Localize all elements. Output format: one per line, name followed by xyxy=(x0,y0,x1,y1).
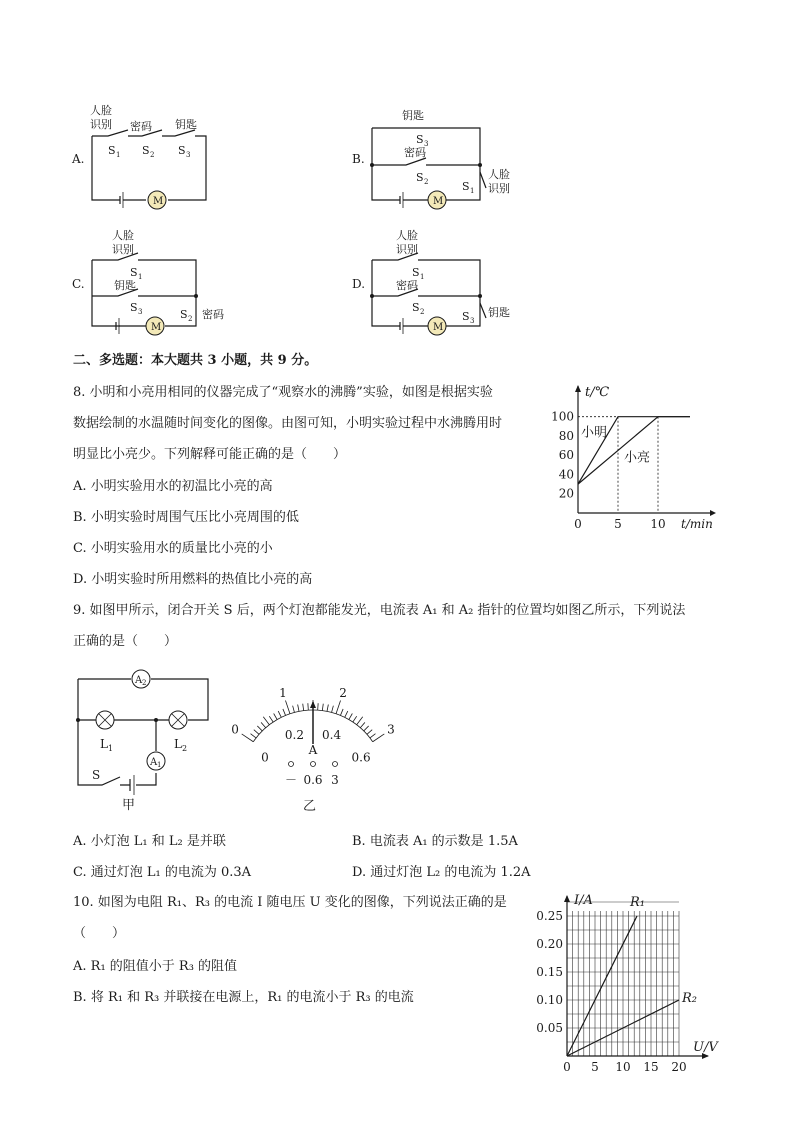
svg-text:3: 3 xyxy=(186,151,191,159)
section-heading: 二、多选题：本大题共 3 小题，共 9 分。 xyxy=(73,353,318,368)
svg-text:钥匙: 钥匙 xyxy=(175,118,197,131)
svg-text:S: S xyxy=(130,266,138,279)
scale-bottom-label: 0 xyxy=(261,750,269,765)
svg-text:S: S xyxy=(92,768,101,782)
x-tick-label: 15 xyxy=(643,1060,659,1074)
option-a-label: A. xyxy=(72,152,85,166)
dial-tick xyxy=(340,709,343,715)
svg-text:1: 1 xyxy=(116,151,121,159)
svg-text:密码: 密码 xyxy=(130,120,152,133)
circuit-c xyxy=(72,228,224,335)
q8-option-a: A. 小明实验用水的初温比小亮的高 xyxy=(73,479,273,494)
svg-text:人脸: 人脸 xyxy=(90,104,112,117)
dial-tick xyxy=(263,717,269,725)
dial-tick xyxy=(327,705,328,712)
terminal xyxy=(289,762,294,767)
circuit-b xyxy=(352,108,510,209)
x-tick-label: 0 xyxy=(563,1060,571,1074)
dial-tick xyxy=(257,726,262,731)
circuit-d xyxy=(352,228,510,335)
x-axis-label: t/min xyxy=(681,517,713,531)
dial-tick xyxy=(298,705,299,712)
scale-top-label: 2 xyxy=(339,685,347,700)
q10-option-b: B. 将 R₁ 和 R₃ 并联接在电源上，R₁ 的电流小于 R₃ 的电流 xyxy=(73,990,414,1005)
q9-option-a: A. 小灯泡 L₁ 和 L₂ 是并联 xyxy=(73,834,226,849)
svg-text:密码: 密码 xyxy=(202,308,224,321)
svg-text:1: 1 xyxy=(108,744,114,753)
series-label: R₂ xyxy=(682,991,697,1006)
dial-tick xyxy=(353,716,357,722)
svg-text:S: S xyxy=(142,144,150,157)
svg-text:M: M xyxy=(433,196,444,207)
x-tick-label: 10 xyxy=(650,517,666,531)
q8-line-3: 明显比小亮少。下列解释可能正确的是（ ） xyxy=(73,447,347,462)
svg-text:S: S xyxy=(462,180,470,193)
series-label: 小亮 xyxy=(624,450,651,466)
x-axis-arrow xyxy=(710,510,716,516)
q8-option-c: C. 小明实验用水的质量比小亮的小 xyxy=(73,541,273,556)
y-tick-label: 0.25 xyxy=(536,909,563,923)
svg-text:1: 1 xyxy=(157,761,162,769)
y-tick-label: 100 xyxy=(551,409,574,424)
terminal-label: 3 xyxy=(331,773,339,787)
y-axis-label: t/℃ xyxy=(585,385,610,400)
x-axis-label: U/V xyxy=(693,1040,718,1055)
svg-text:S: S xyxy=(178,144,186,157)
svg-text:钥匙: 钥匙 xyxy=(114,279,136,292)
x-tick-label: 20 xyxy=(671,1060,687,1074)
needle-tip xyxy=(310,701,316,708)
q9-circuit-jia xyxy=(70,665,220,815)
svg-text:人脸: 人脸 xyxy=(112,229,134,242)
scale-bottom-label: 0.4 xyxy=(322,728,342,743)
dial-tick xyxy=(293,706,295,713)
svg-text:钥匙: 钥匙 xyxy=(488,306,510,319)
svg-text:人脸: 人脸 xyxy=(488,168,510,181)
svg-text:1: 1 xyxy=(138,273,143,281)
svg-text:S: S xyxy=(416,133,424,146)
svg-text:人脸: 人脸 xyxy=(396,229,418,242)
q8-option-d: D. 小明实验时所用燃料的热值比小亮的高 xyxy=(73,572,313,587)
svg-text:2: 2 xyxy=(188,315,193,323)
dial-tick xyxy=(251,734,257,738)
q7-circuits xyxy=(60,100,540,345)
svg-text:识别: 识别 xyxy=(396,243,418,256)
svg-text:2: 2 xyxy=(142,679,147,687)
svg-text:M: M xyxy=(433,322,444,333)
q9-option-c: C. 通过灯泡 L₁ 的电流为 0.3A xyxy=(73,865,252,880)
series-label: R₁ xyxy=(630,895,645,910)
y-tick-label: 40 xyxy=(558,467,574,482)
dial-tick xyxy=(349,713,352,719)
circuit-a xyxy=(71,103,206,209)
option-c-label: C. xyxy=(72,277,85,291)
svg-text:2: 2 xyxy=(182,744,188,753)
x-tick-label: 0 xyxy=(574,517,582,531)
dial-tick xyxy=(357,717,363,725)
svg-text:识别: 识别 xyxy=(112,243,134,256)
svg-text:A: A xyxy=(135,675,143,686)
motor-a: M xyxy=(153,196,164,207)
scale-bottom-label: 0.2 xyxy=(284,728,304,743)
dial-tick xyxy=(242,734,254,742)
svg-text:S: S xyxy=(412,301,420,314)
dial-tick xyxy=(303,704,304,711)
dial-tick xyxy=(367,730,372,735)
svg-text:S: S xyxy=(412,266,420,279)
svg-text:2: 2 xyxy=(150,151,155,159)
dial-tick xyxy=(278,711,281,717)
dial-tick xyxy=(283,709,286,715)
svg-text:2: 2 xyxy=(424,178,429,186)
y-tick-label: 0.15 xyxy=(536,965,563,979)
q9-line-1: 9. 如图甲所示，闭合开关 S 后，两个灯泡都能发光，电流表 A₁ 和 A₂ 指针的位置均如图乙所示，下列说法 xyxy=(73,603,686,618)
dial-tick xyxy=(274,713,277,719)
current-voltage-chart xyxy=(528,888,728,1076)
caption-yi: 乙 xyxy=(303,799,317,814)
option-d-label: D. xyxy=(352,277,366,291)
q8-line-1: 8. 小明和小亮用相同的仪器完成了“观察水的沸腾”实验，如图是根据实验 xyxy=(73,385,493,400)
y-tick-label: 20 xyxy=(558,486,574,501)
q9-option-d: D. 通过灯泡 L₂ 的电流为 1.2A xyxy=(352,865,531,880)
dial-tick xyxy=(322,704,323,711)
y-tick-label: 60 xyxy=(558,448,574,463)
svg-text:1: 1 xyxy=(420,273,425,281)
svg-text:钥匙: 钥匙 xyxy=(402,109,424,122)
q10-option-a: A. R₁ 的阻值小于 R₃ 的阻值 xyxy=(73,959,238,974)
terminal xyxy=(311,762,316,767)
dial-tick xyxy=(332,706,334,713)
svg-text:识别: 识别 xyxy=(90,118,112,131)
x-tick-label: 5 xyxy=(614,517,622,531)
q8-option-b: B. 小明实验时周围气压比小亮周围的低 xyxy=(73,510,299,525)
y-tick-label: 0.10 xyxy=(536,993,563,1007)
y-axis-label: I/A xyxy=(574,893,593,908)
dial-tick xyxy=(345,711,348,717)
dial-tick xyxy=(254,730,259,735)
dial-tick xyxy=(261,722,266,727)
svg-text:L: L xyxy=(100,737,108,751)
svg-text:L: L xyxy=(174,737,182,751)
terminal-label: 0.6 xyxy=(303,773,323,787)
svg-text:S: S xyxy=(462,310,470,323)
svg-text:M: M xyxy=(151,322,162,333)
svg-text:2: 2 xyxy=(420,308,425,316)
svg-text:S: S xyxy=(108,144,116,157)
svg-text:识别: 识别 xyxy=(488,182,510,195)
svg-text:密码: 密码 xyxy=(404,146,426,159)
caption-jia: 甲 xyxy=(122,798,136,813)
q9-ammeter-yi xyxy=(218,672,408,820)
terminal xyxy=(333,762,338,767)
temperature-time-chart xyxy=(545,378,730,536)
series-label: 小明 xyxy=(581,425,608,441)
dial-tick xyxy=(269,716,273,722)
option-b-label: B. xyxy=(352,152,365,166)
x-tick-label: 10 xyxy=(615,1060,631,1074)
terminal-label: － xyxy=(284,773,298,787)
q10-line-1: 10. 如图为电阻 R₁、R₃ 的电流 I 随电压 U 变化的图像，下列说法正确的是 xyxy=(73,895,507,910)
dial-tick xyxy=(360,722,365,727)
q9-line-2: 正确的是（ ） xyxy=(73,634,178,649)
y-axis-arrow xyxy=(575,385,581,392)
meter-unit: A xyxy=(308,743,318,757)
svg-text:密码: 密码 xyxy=(396,279,418,292)
svg-text:3: 3 xyxy=(424,140,429,148)
y-axis-arrow xyxy=(564,895,570,902)
svg-text:1: 1 xyxy=(470,187,475,195)
svg-text:3: 3 xyxy=(470,317,475,325)
dial-tick xyxy=(370,734,376,738)
scale-top-label: 3 xyxy=(387,722,395,737)
svg-text:S: S xyxy=(130,301,138,314)
q10-line-2: （ ） xyxy=(73,926,126,941)
y-tick-label: 0.05 xyxy=(536,1021,563,1035)
scale-bottom-label: 0.6 xyxy=(351,750,371,765)
svg-text:S: S xyxy=(180,308,188,321)
svg-text:A: A xyxy=(150,757,158,768)
svg-text:S: S xyxy=(416,171,424,184)
dial-tick xyxy=(373,734,385,742)
scale-top-label: 1 xyxy=(279,685,287,700)
y-tick-label: 80 xyxy=(558,428,574,443)
dial-tick xyxy=(364,726,369,731)
scale-top-label: 0 xyxy=(231,722,239,737)
x-tick-label: 5 xyxy=(591,1060,599,1074)
dial-tick xyxy=(285,701,289,714)
q9-option-b: B. 电流表 A₁ 的示数是 1.5A xyxy=(352,834,518,849)
q8-line-2: 数据绘制的水温随时间变化的图像。由图可知，小明实验过程中水沸腾用时 xyxy=(73,416,503,431)
y-tick-label: 0.20 xyxy=(536,937,563,951)
svg-text:3: 3 xyxy=(138,308,143,316)
dial-tick xyxy=(336,701,340,714)
